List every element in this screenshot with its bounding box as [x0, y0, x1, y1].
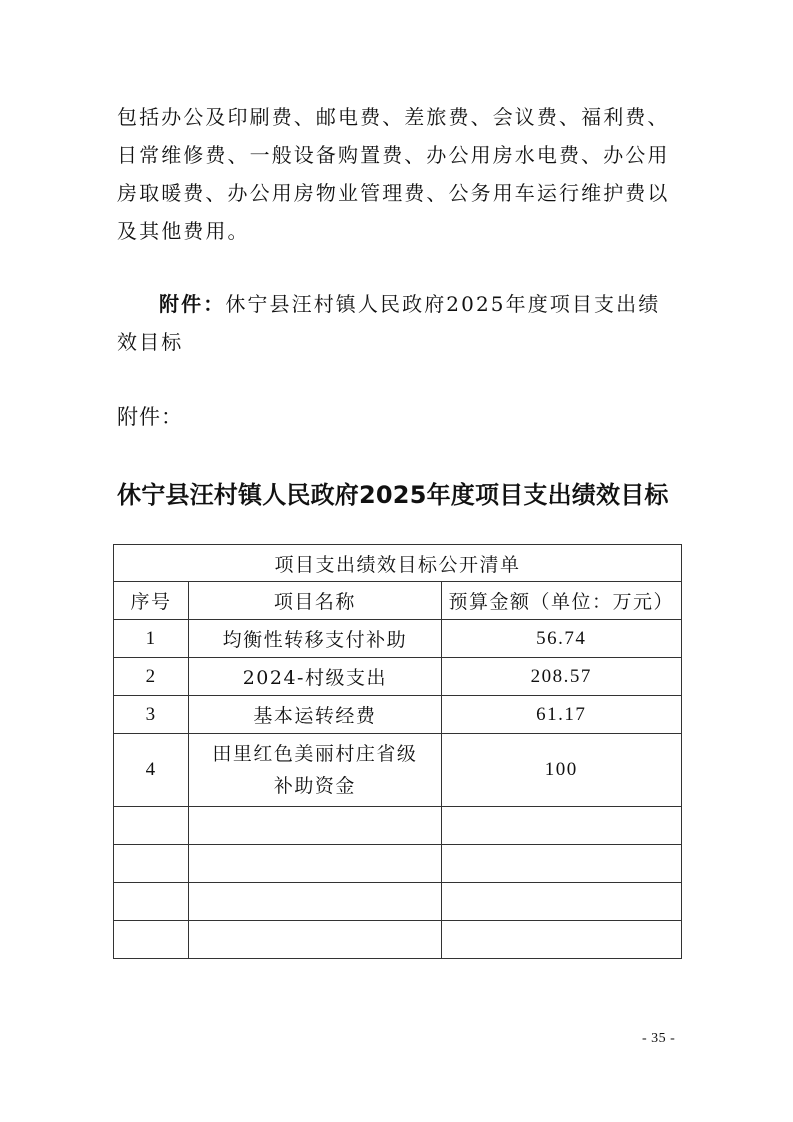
row-index: 3 [114, 696, 189, 734]
table-caption: 项目支出绩效目标公开清单 [114, 545, 682, 582]
empty-cell [441, 845, 681, 883]
table-empty-row [114, 807, 682, 845]
body-paragraph-expenses: 包括办公及印刷费、邮电费、差旅费、会议费、福利费、日常维修费、一般设备购置费、办公用房水电费、办公用房取暖费、办公用房物业管理费、公务用车运行维护费以及其他费用。 [117, 105, 670, 243]
empty-cell [114, 883, 189, 921]
empty-cell [114, 807, 189, 845]
document-title: 休宁县汪村镇人民政府2025年度项目支出绩效目标 [117, 481, 669, 509]
empty-cell [189, 921, 441, 959]
empty-cell [114, 921, 189, 959]
table-caption-row [114, 545, 682, 582]
row-budget-amount: 61.17 [441, 696, 681, 734]
page-number: - 35 - [642, 1031, 676, 1046]
attachment-reference-text: 休宁县汪村镇人民政府2025年度项目支出绩效目标 [117, 292, 661, 354]
attachment-heading: 附件： [117, 405, 183, 429]
table-empty-row [114, 883, 682, 921]
row-budget-amount: 100 [441, 734, 681, 807]
row-index: 1 [114, 620, 189, 658]
row-project-name-text: 田里红色美丽村庄省级补助资金 [212, 743, 418, 797]
row-index: 2 [114, 658, 189, 696]
performance-target-table [113, 544, 682, 959]
attachment-reference [117, 285, 679, 361]
empty-cell [189, 845, 441, 883]
row-budget-amount: 56.74 [441, 620, 681, 658]
empty-cell [189, 807, 441, 845]
empty-cell [189, 883, 441, 921]
table-row [114, 658, 682, 696]
table-header-row [114, 582, 682, 620]
empty-cell [441, 883, 681, 921]
table-empty-row [114, 845, 682, 883]
header-budget-amount: 预算金额（单位：万元） [441, 582, 681, 620]
row-project-name: 均衡性转移支付补助 [189, 620, 441, 658]
empty-cell [441, 921, 681, 959]
attachment-reference-label: 附件： [159, 292, 226, 316]
table-row [114, 620, 682, 658]
row-project-name: 基本运转经费 [189, 696, 441, 734]
table-empty-row [114, 921, 682, 959]
row-index: 4 [114, 734, 189, 807]
row-project-name [189, 734, 441, 807]
header-index: 序号 [114, 582, 189, 620]
row-budget-amount: 208.57 [441, 658, 681, 696]
header-project-name: 项目名称 [189, 582, 441, 620]
row-project-name: 2024-村级支出 [189, 658, 441, 696]
empty-cell [441, 807, 681, 845]
table-row [114, 696, 682, 734]
empty-cell [114, 845, 189, 883]
table-row [114, 734, 682, 807]
